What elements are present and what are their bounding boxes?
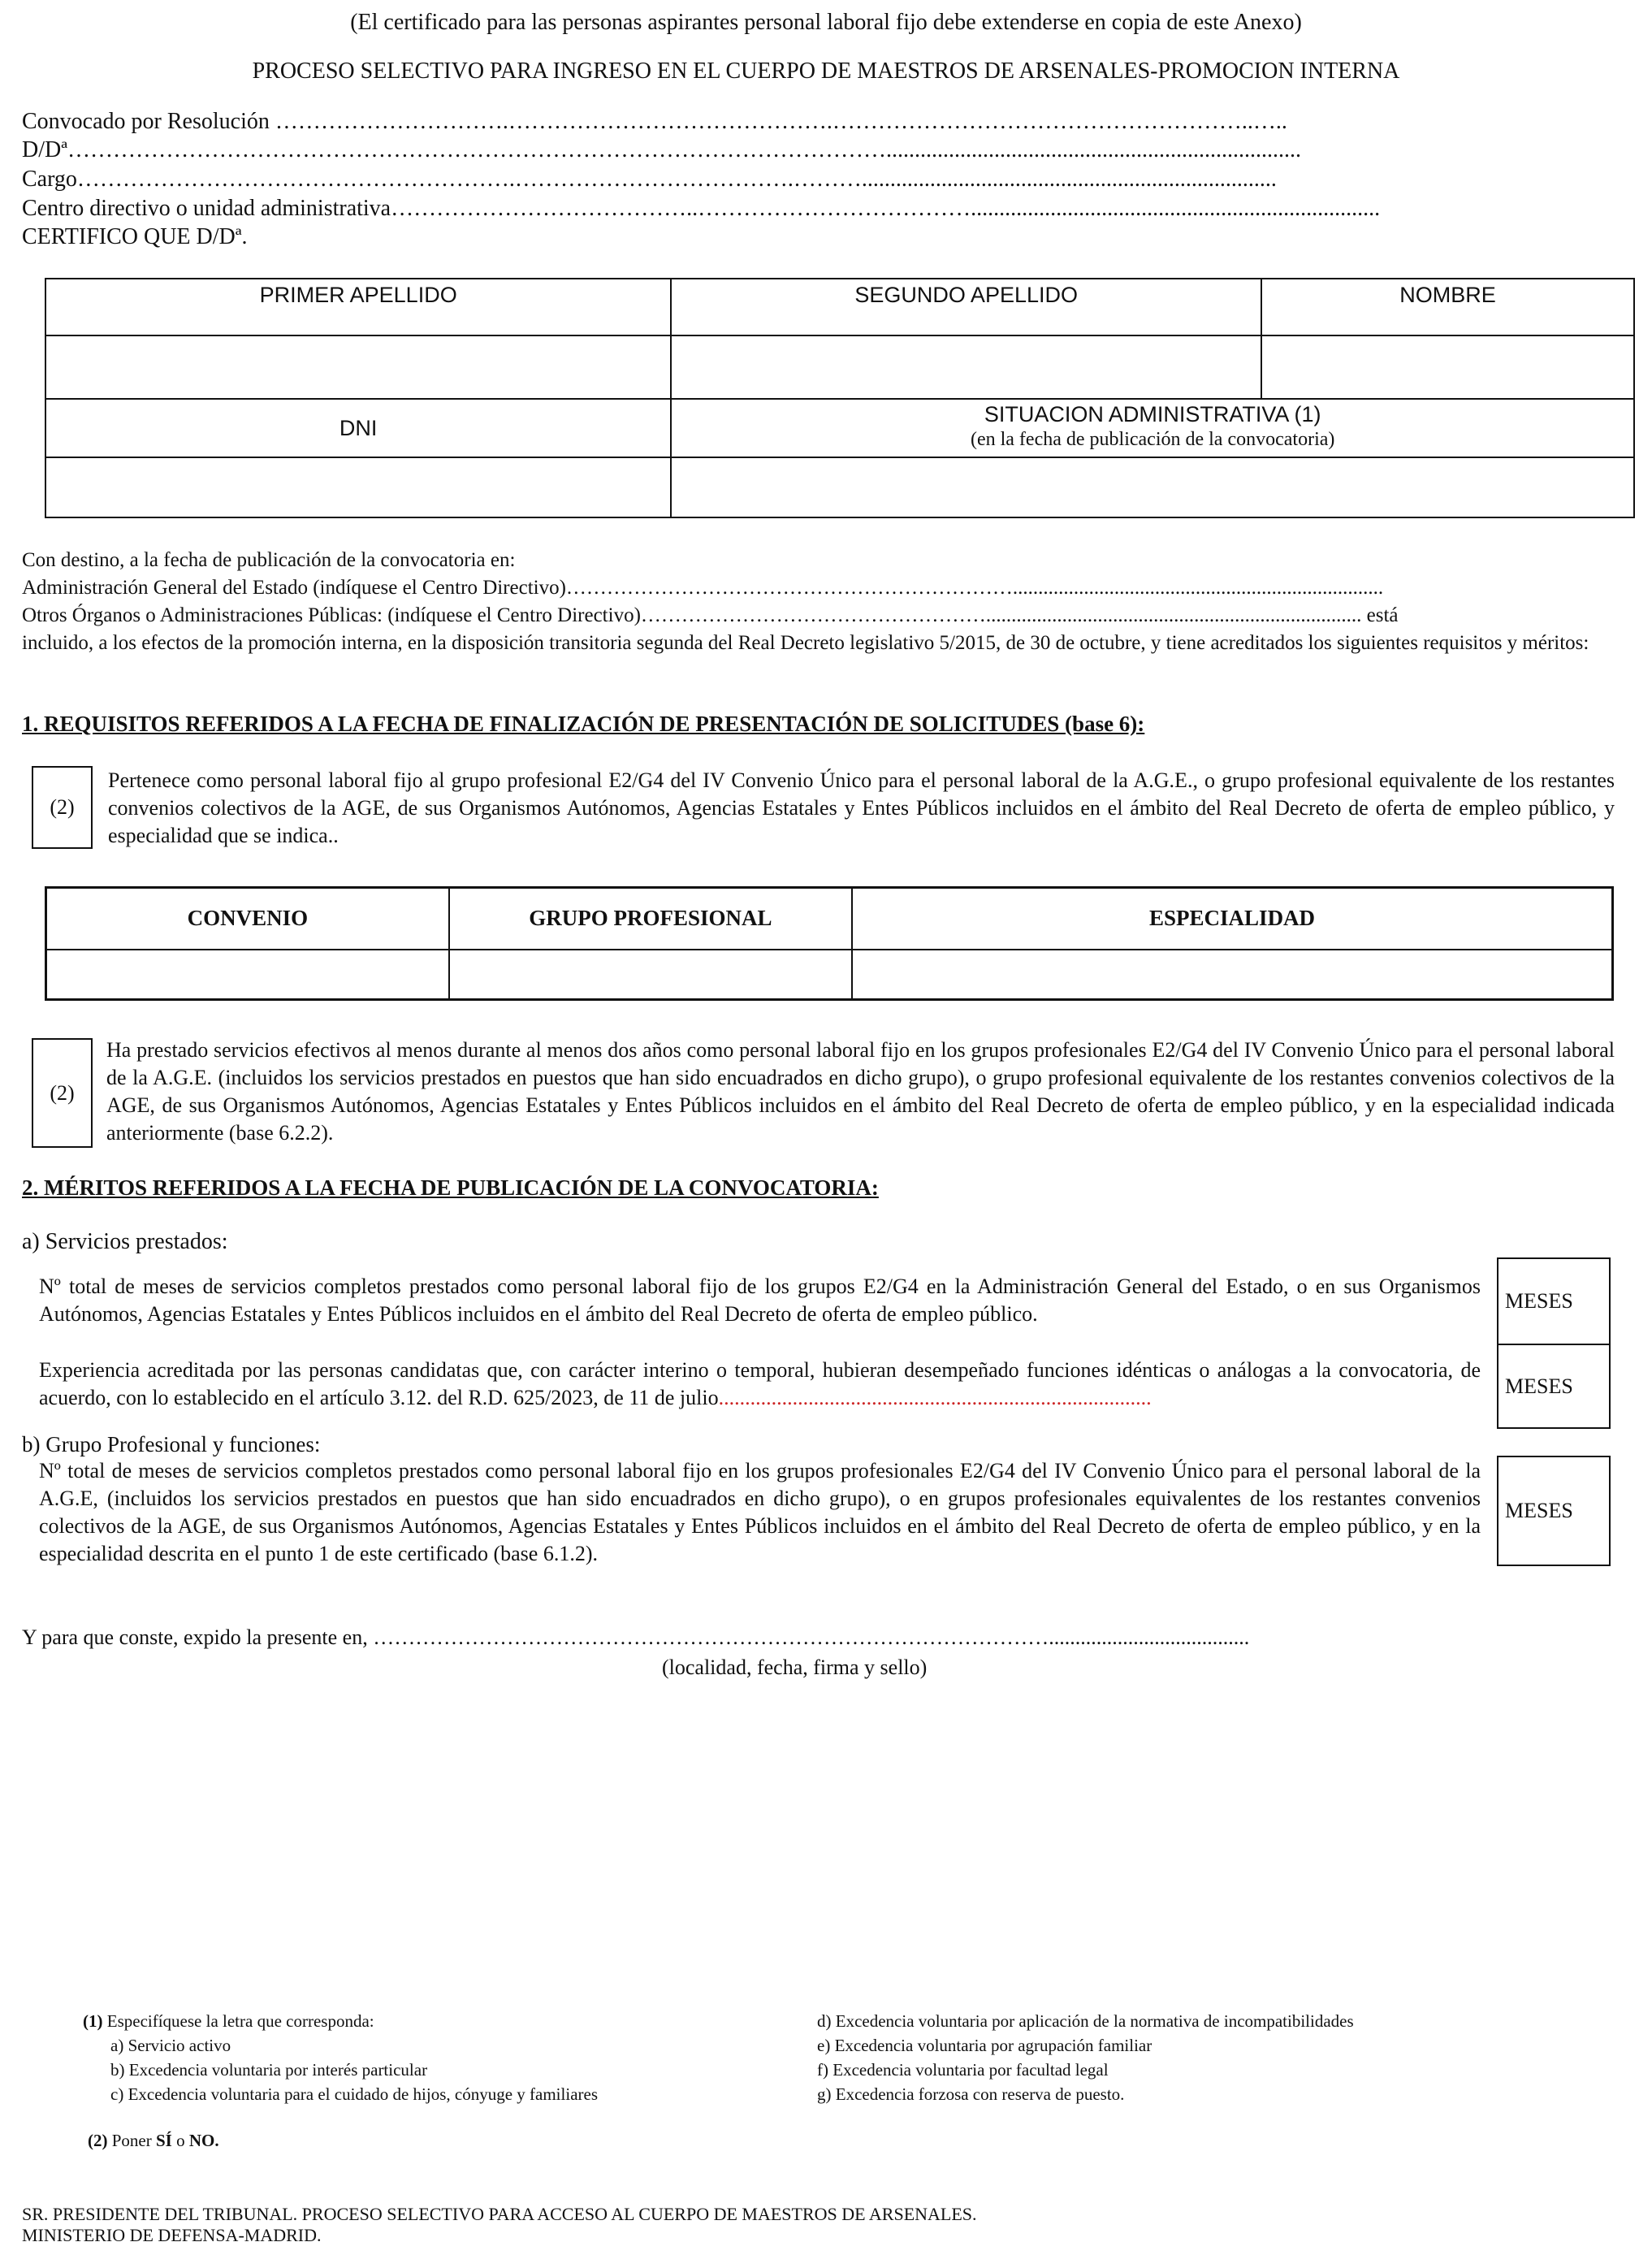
especialidad-cell[interactable] (852, 950, 1612, 1000)
footnote-1-mark: (1) (83, 2011, 103, 2031)
meses-a2-box[interactable]: MESES (1497, 1344, 1611, 1429)
header-especialidad: ESPECIALIDAD (852, 888, 1612, 950)
id-table (45, 278, 1635, 518)
section2-heading: 2. MÉRITOS REFERIDOS A LA FECHA DE PUBLICACIÓN DE LA CONVOCATORIA: (22, 1175, 879, 1200)
convocado-field: Convocado por Resolución ………………………….…………………………………….………………………………………………..….. (22, 109, 1287, 134)
header-segundo-apellido: SEGUNDO APELLIDO (671, 279, 1261, 335)
header-convenio: CONVENIO (46, 888, 449, 950)
situacion-cell[interactable] (671, 457, 1634, 517)
merito-a2-text (39, 1357, 1481, 1412)
certifico-label: CERTIFICO QUE D/Dª. (22, 224, 248, 249)
meses-b-box[interactable]: MESES (1497, 1456, 1611, 1566)
cargo-field: Cargo………………………………………………….……………………………….………......................................................................... (22, 167, 1277, 192)
destinatario-line2: MINISTERIO DE DEFENSA-MADRID. (22, 2225, 322, 2245)
merito-b-text: Nº total de meses de servicios completos prestados como personal laboral fijo en los grupos profesionales E2/G4 del IV Convenio Único para el personal laboral de la A.G.E, (incluidos los servicios prestados en puestos que han sido encuadrados en dicho grupo), o en grupos profesionales equivalentes de los restantes convenios colectivos de la AGE, de sus Organismos Autónomos, Agencias Estatales y Entes Públicos incluidos en el ámbito del Real Decreto de oferta de empleo público, y en la especialidad descrita en el punto 1 de este certificado (base 6.1.2). (39, 1459, 1481, 1565)
servicios-prestados-title: a) Servicios prestados: (22, 1229, 228, 1254)
meses-a1-box[interactable]: MESES (1497, 1257, 1611, 1345)
footnote-1a: a) Servicio activo (110, 2036, 231, 2055)
requisito2-text: Ha prestado servicios efectivos al menos durante al menos dos años como personal laboral fijo en los grupos profesionales E2/G4 del IV Convenio Único para el personal laboral de la A.G.E. (incluidos los servicios prestados en puestos que han sido encuadrados en dicho grupo), o grupo profesional equivalente de los restantes convenios colectivos de la AGE, de sus Organismos Autónomos, Agencias Estatales y Entes Públicos incluidos en el ámbito del Real Decreto de oferta de empleo público, y en la especialidad indicada anteriormente (base 6.2.2). (106, 1038, 1615, 1145)
convenio-cell[interactable] (46, 950, 449, 1000)
section1-heading: 1. REQUISITOS REFERIDOS A LA FECHA DE FINALIZACIÓN DE PRESENTACIÓN DE SOLICITUDES (base 6): (22, 712, 1145, 736)
destinatario-line1: SR. PRESIDENTE DEL TRIBUNAL. PROCESO SELECTIVO PARA ACCESO AL CUERPO DE MAESTROS DE ARSENALES. (22, 2204, 977, 2224)
grupo-profesional-title: b) Grupo Profesional y funciones: (22, 1432, 321, 1456)
header-grupo-profesional: GRUPO PROFESIONAL (449, 888, 852, 950)
footnote-1-intro (83, 2009, 374, 2033)
requisito1-box[interactable]: (2) (32, 766, 93, 849)
primer-apellido-cell[interactable] (45, 335, 671, 399)
nombre-cell[interactable] (1261, 335, 1634, 399)
situacion-label: SITUACION ADMINISTRATIVA (1) (984, 402, 1321, 426)
footnote-2-mark: (2) (88, 2131, 108, 2150)
merito-a2-red-dots: .................................................................................. (718, 1386, 1152, 1409)
footnote-1-text: Especifíquese la letra que corresponda: (102, 2011, 374, 2031)
header-note: (El certificado para las personas aspirantes personal laboral fijo debe extenderse en copia de este Anexo) (350, 10, 1302, 35)
footnote-2-mid: o (171, 2131, 189, 2150)
destino-age: Administración General del Estado (indíquese el Centro Directivo)…………………………………………………………......................................................................... (22, 577, 1384, 599)
footnote-1f: f) Excedencia voluntaria por facultad legal (817, 2060, 1109, 2080)
footnote-2 (88, 2128, 219, 2153)
destino-otros: Otros Órganos o Administraciones Públicas: (indíquese el Centro Directivo)…………………………………………….......................................................................... está (22, 604, 1399, 626)
dda-field: D/Dª………………………………………………………………………………………………......................................................................... (22, 137, 1301, 162)
document-title: PROCESO SELECTIVO PARA INGRESO EN EL CUERPO DE MAESTROS DE ARSENALES-PROMOCION INTERNA (252, 58, 1400, 84)
segundo-apellido-cell[interactable] (671, 335, 1261, 399)
header-dni: DNI (45, 399, 671, 457)
footnote-2-no: NO. (188, 2131, 219, 2150)
destino-incluido: incluido, a los efectos de la promoción interna, en la disposición transitoria segunda del Real Decreto legislativo 5/2015, de 30 de octubre, y tiene acreditados los siguientes requisitos y méritos: (22, 632, 1589, 654)
expido-line: Y para que conste, expido la presente en, ……………………………………………………………………………………...................................... (22, 1625, 1250, 1649)
destino-intro: Con destino, a la fecha de publicación de la convocatoria en: (22, 549, 516, 571)
footnote-1c: c) Excedencia voluntaria para el cuidado de hijos, cónyuge y familiares (110, 2084, 598, 2104)
requisito1-text: Pertenece como personal laboral fijo al grupo profesional E2/G4 del IV Convenio Único para el personal laboral de la A.G.E., o grupo profesional equivalente de los restantes convenios colectivos de la AGE, de sus Organismos Autónomos, Agencias Estatales y Entes Públicos incluidos en el ámbito del Real Decreto de oferta de empleo público, y especialidad que se indica.. (108, 768, 1615, 847)
header-primer-apellido: PRIMER APELLIDO (45, 279, 671, 335)
requisito2-box[interactable]: (2) (32, 1038, 93, 1148)
expido-sublabel: (localidad, fecha, firma y sello) (662, 1656, 928, 1679)
footnote-1d: d) Excedencia voluntaria por aplicación de la normativa de incompatibilidades (817, 2011, 1354, 2031)
merito-a1-text: Nº total de meses de servicios completos prestados como personal laboral fijo de los grupos E2/G4 en la Administración General del Estado, o en sus Organismos Autónomos, Agencias Estatales y Entes Públicos incluidos en el ámbito del Real Decreto de oferta de empleo público. (39, 1275, 1481, 1326)
footnote-2-si: SÍ (156, 2131, 172, 2150)
header-nombre: NOMBRE (1261, 279, 1634, 335)
centro-field: Centro directivo o unidad administrativa…………………………………..………………………………........................................................................ (22, 196, 1381, 221)
footnote-1g: g) Excedencia forzosa con reserva de puesto. (817, 2084, 1125, 2104)
footnote-2-pre: Poner (107, 2131, 156, 2150)
footnote-1b: b) Excedencia voluntaria por interés particular (110, 2060, 428, 2080)
footnote-1e: e) Excedencia voluntaria por agrupación familiar (817, 2036, 1153, 2055)
grupo-profesional-cell[interactable] (449, 950, 852, 1000)
situacion-sublabel: (en la fecha de publicación de la convocatoria) (970, 429, 1335, 450)
merito-a2-text-content: Experiencia acreditada por las personas candidatas que, con carácter interino o temporal, hubieran desempeñado funciones idénticas o análogas a la convocatoria, de acuerdo, con lo establecido en el artículo 3.12. del R.D. 625/2023, de 11 de julio (39, 1358, 1481, 1409)
dni-cell[interactable] (45, 457, 671, 517)
convenio-table (45, 886, 1614, 1001)
header-situacion (671, 399, 1634, 457)
